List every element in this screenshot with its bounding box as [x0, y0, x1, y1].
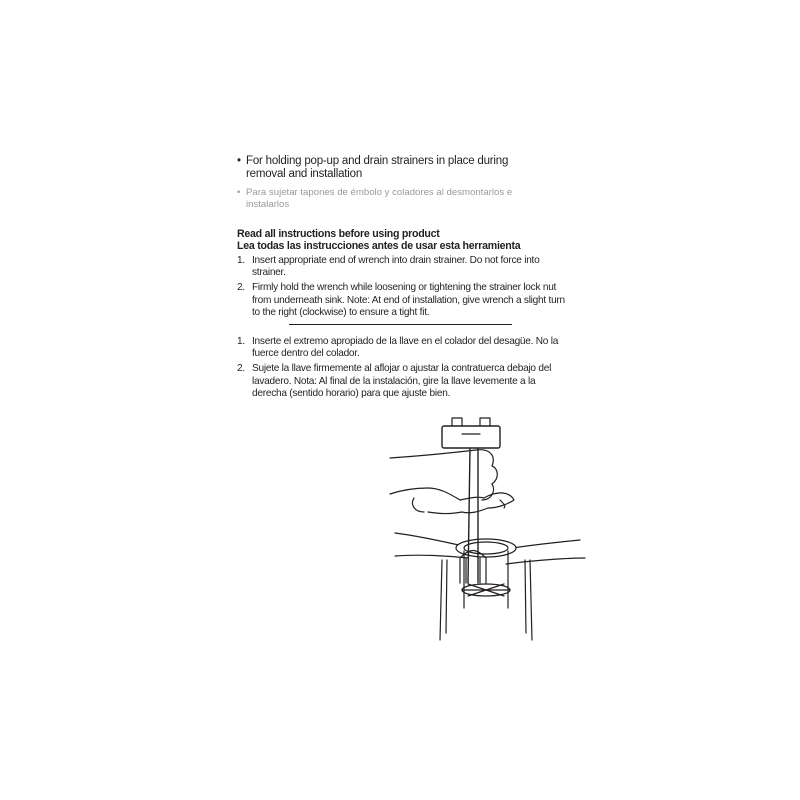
hand-holding-strainer-wrench-icon — [380, 408, 595, 658]
intro-spanish — [237, 187, 527, 210]
step-text: Insert appropriate end of wrench into drain strainer. Do not force into strainer. — [252, 255, 540, 279]
steps-spanish — [237, 336, 567, 403]
step-text: Inserte el extremo apropiado de la llave en el colador del desagüe. No la fuerce dentro del colador. — [252, 336, 559, 360]
step-item — [237, 363, 567, 400]
intro-english — [237, 155, 527, 181]
step-number: 2. — [237, 282, 245, 294]
step-number: 1. — [237, 336, 245, 347]
step-text: Sujete la llave firmemente al aflojar o ajustar la contratuerca debajo del lavadero. Nota: Al final de la instalación, gire la llave levemente a la derecha (sentido horario) para que ajuste bien. — [252, 363, 552, 399]
step-item — [237, 255, 567, 279]
step-number: 1. — [237, 255, 245, 266]
section-divider — [289, 324, 512, 325]
heading-spanish: Lea todas las instrucciones antes de usar esta herramienta — [237, 240, 521, 252]
step-item — [237, 336, 567, 360]
steps-english — [237, 255, 567, 322]
heading-english: Read all instructions before using product — [237, 228, 440, 240]
step-text: Firmly hold the wrench while loosening or tightening the strainer lock nut from underneath sink. Note: At end of installation, give wrench a slight turn to the right (clockwise) to ensure a tight fit. — [252, 282, 565, 318]
bullet-icon: • — [237, 187, 241, 198]
intro-english-text: For holding pop-up and drain strainers in place during removal and installation — [246, 155, 509, 180]
step-item — [237, 282, 567, 319]
step-number: 2. — [237, 363, 245, 375]
bullet-icon: • — [237, 155, 241, 167]
intro-spanish-text: Para sujetar tapones de émbolo y coladores al desmontarlos e instalarlos — [246, 187, 513, 210]
